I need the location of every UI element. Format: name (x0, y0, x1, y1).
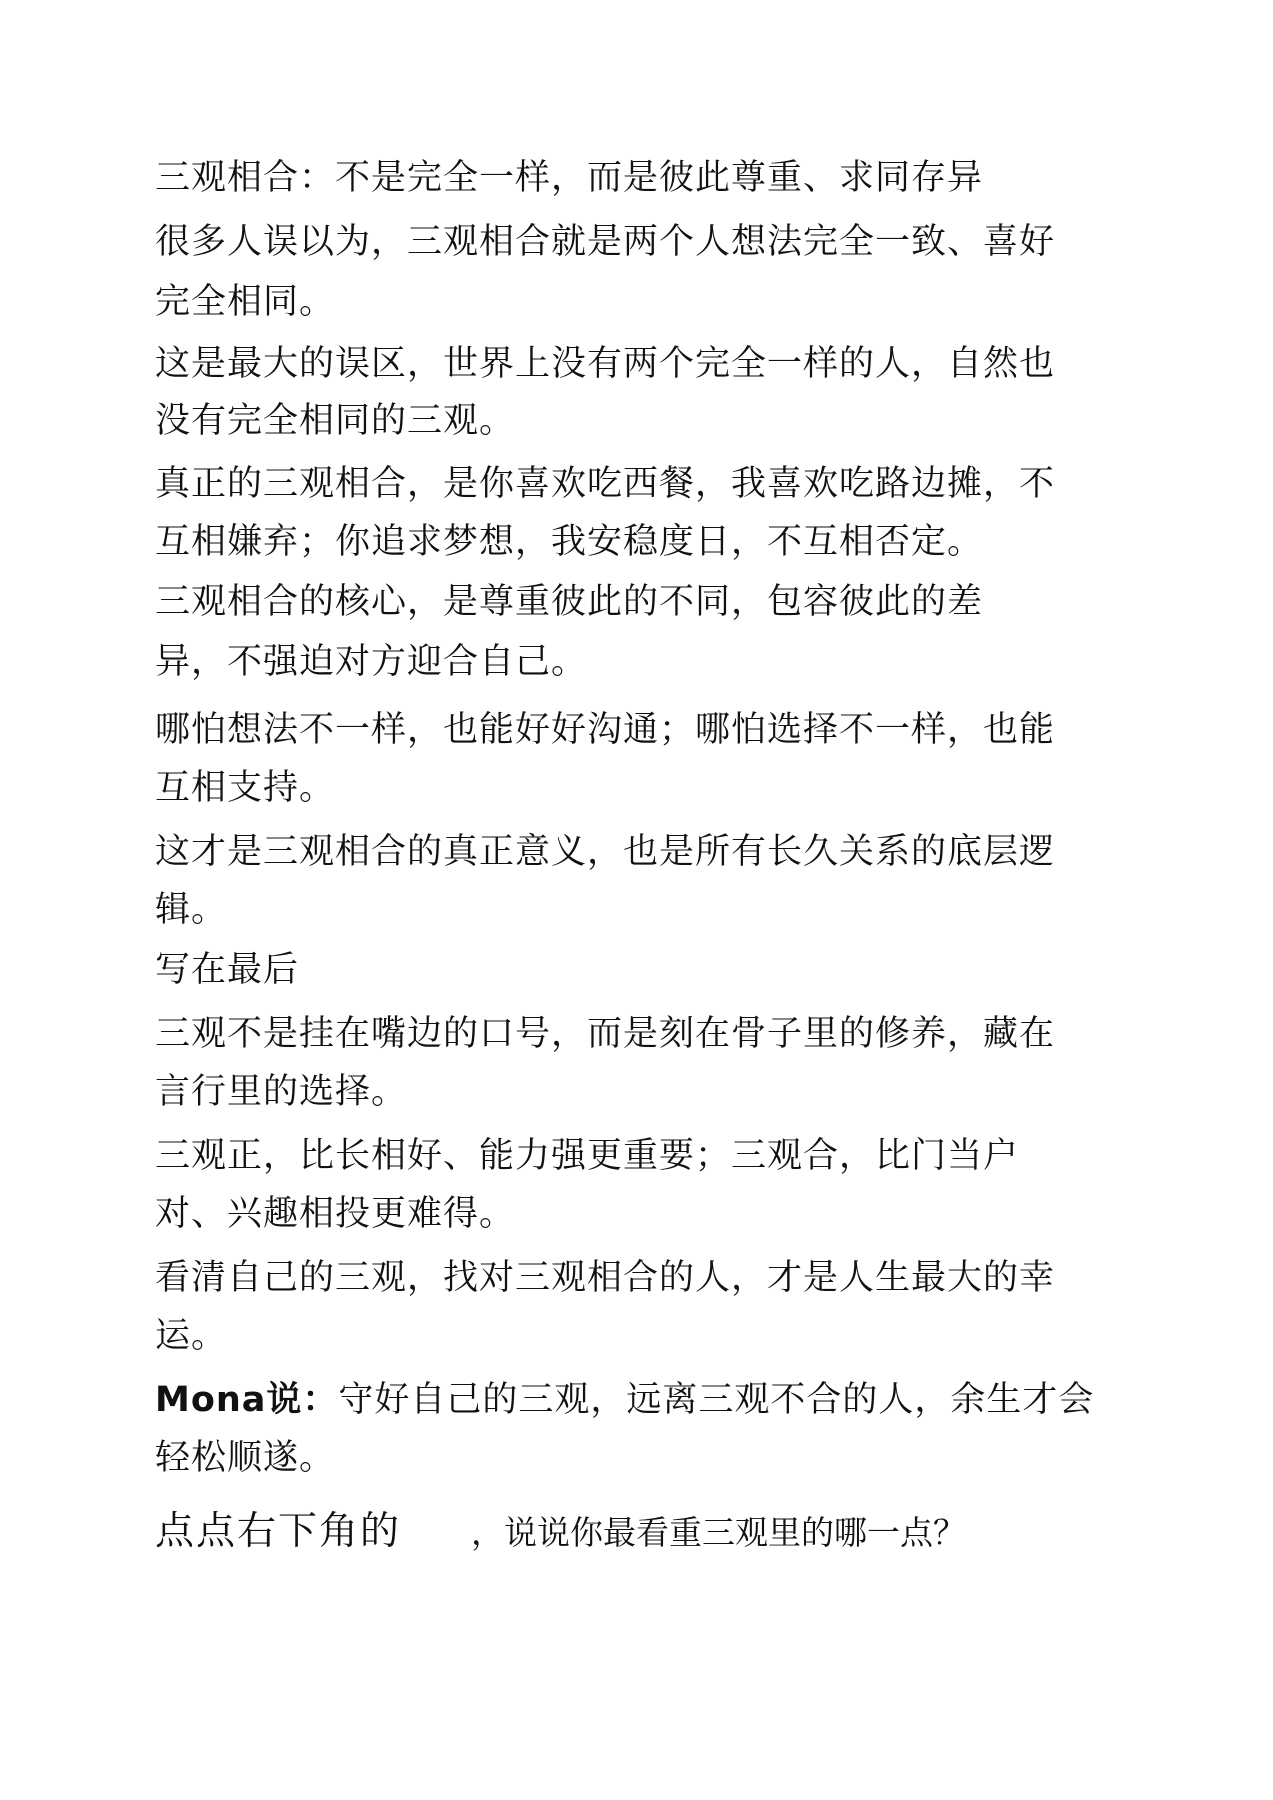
cta-prompt: 点点右下角的 (155, 1509, 402, 1554)
paragraph-line: 这是最大的误区，世界上没有两个完全一样的人，自然也 (155, 344, 1056, 384)
paragraph-line: 对、兴趣相投更难得。 (155, 1194, 516, 1234)
call-to-action (155, 1508, 966, 1557)
paragraph-line: 言行里的选择。 (155, 1072, 408, 1112)
paragraph-line: 互相嫌弃；你追求梦想，我安稳度日，不互相否定。 (155, 522, 984, 562)
section-heading: 写在最后 (155, 950, 300, 990)
paragraph-line: 三观正，比长相好、能力强更重要；三观合，比门当户 (155, 1136, 1020, 1176)
paragraph-line: 三观不是挂在嘴边的口号，而是刻在骨子里的修养，藏在 (155, 1014, 1056, 1054)
cta-question: ，说说你最看重三观里的哪一点？ (471, 1513, 967, 1552)
paragraph-line: 运。 (155, 1316, 228, 1356)
paragraph-line: 辑。 (155, 890, 228, 930)
paragraph-line: 完全相同。 (155, 282, 336, 322)
paragraph-line: 哪怕想法不一样，也能好好沟通；哪怕选择不一样，也能 (155, 710, 1056, 750)
paragraph-line: 异，不强迫对方迎合自己。 (155, 642, 588, 682)
paragraph-line: 这才是三观相合的真正意义，也是所有长久关系的底层逻 (155, 832, 1056, 872)
mona-quote-text: 守好自己的三观，远离三观不合的人，余生才会 (338, 1380, 1095, 1420)
paragraph-line: 看清自己的三观，找对三观相合的人，才是人生最大的幸 (155, 1258, 1056, 1298)
section-heading: 三观相合：不是完全一样，而是彼此尊重、求同存异 (155, 158, 984, 198)
paragraph-line: 很多人误以为，三观相合就是两个人想法完全一致、喜好 (155, 222, 1056, 262)
mona-speaker: Mona说： (155, 1380, 339, 1420)
mona-quote-line: 轻松顺遂。 (155, 1438, 336, 1478)
paragraph-line: 三观相合的核心，是尊重彼此的不同，包容彼此的差 (155, 582, 984, 622)
paragraph-line: 真正的三观相合，是你喜欢吃西餐，我喜欢吃路边摊，不 (155, 464, 1056, 504)
paragraph-line: 没有完全相同的三观。 (155, 401, 516, 441)
mona-quote-line (155, 1378, 1155, 1422)
paragraph-line: 互相支持。 (155, 768, 336, 808)
